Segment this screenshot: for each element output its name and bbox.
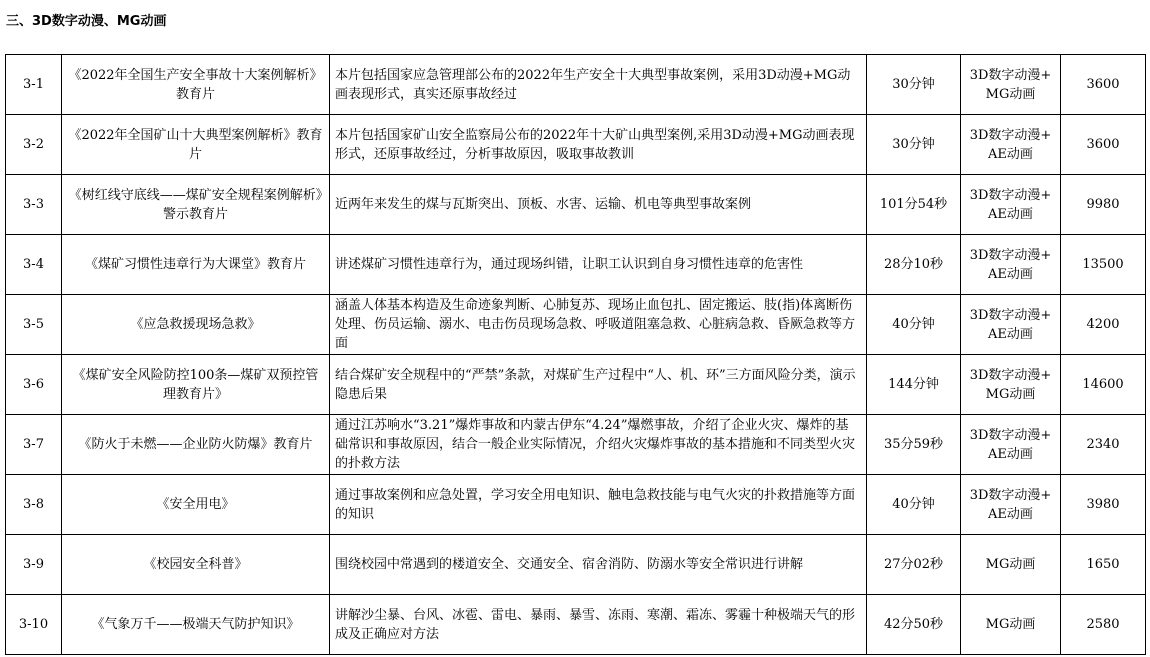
row-description: 涵盖人体基本构造及生命迹象判断、心肺复苏、现场止血包扎、固定搬运、肢(指)体离断伤处理、伤员运输、溺水、电击伤员现场急救、呼吸道阻塞急救、心脏病急救、昏厥急救等方面 — [330, 295, 867, 355]
row-description: 通过事故案例和应急处置，学习安全用电知识、触电急救技能与电气火灾的扑救措施等方面的知识 — [330, 475, 867, 535]
row-id: 3-6 — [6, 355, 62, 415]
row-format: 3D数字动漫+AE动画 — [961, 295, 1061, 355]
table-row — [6, 175, 1146, 235]
row-price: 3980 — [1061, 475, 1146, 535]
row-description: 本片包括国家应急管理部公布的2022年生产安全十大典型事故案例，采用3D动漫+MG动画表现形式，真实还原事故经过 — [330, 55, 867, 115]
table-row — [6, 355, 1146, 415]
row-format: 3D数字动漫+MG动画 — [961, 55, 1061, 115]
row-price: 3600 — [1061, 115, 1146, 175]
row-description: 本片包括国家矿山安全监察局公布的2022年十大矿山典型案例,采用3D动漫+MG动画表现形式，还原事故经过，分析事故原因，吸取事故教训 — [330, 115, 867, 175]
row-id: 3-3 — [6, 175, 62, 235]
row-id: 3-10 — [6, 595, 62, 655]
video-catalog-table — [5, 54, 1146, 655]
row-title: 《煤矿习惯性违章行为大课堂》教育片 — [62, 235, 330, 295]
row-price: 2580 — [1061, 595, 1146, 655]
row-price: 4200 — [1061, 295, 1146, 355]
row-duration: 144分钟 — [867, 355, 961, 415]
row-duration: 30分钟 — [867, 115, 961, 175]
row-title: 《煤矿安全风险防控100条—煤矿双预控管理教育片》 — [62, 355, 330, 415]
row-description: 讲述煤矿习惯性违章行为，通过现场纠错，让职工认识到自身习惯性违章的危害性 — [330, 235, 867, 295]
row-id: 3-9 — [6, 535, 62, 595]
row-title: 《2022年全国生产安全事故十大案例解析》教育片 — [62, 55, 330, 115]
row-price: 13500 — [1061, 235, 1146, 295]
row-title: 《气象万千——极端天气防护知识》 — [62, 595, 330, 655]
row-id: 3-2 — [6, 115, 62, 175]
row-price: 3600 — [1061, 55, 1146, 115]
row-duration: 30分钟 — [867, 55, 961, 115]
row-description: 通过江苏响水“3.21”爆炸事故和内蒙古伊东“4.24”爆燃事故，介绍了企业火灾、爆炸的基础常识和事故原因，结合一般企业实际情况，介绍火灾爆炸事故的基本措施和不同类型火灾的扑救方法 — [330, 415, 867, 475]
row-format: 3D数字动漫+MG动画 — [961, 355, 1061, 415]
table-row — [6, 235, 1146, 295]
row-title: 《安全用电》 — [62, 475, 330, 535]
row-format: 3D数字动漫+AE动画 — [961, 235, 1061, 295]
row-title: 《校园安全科普》 — [62, 535, 330, 595]
row-id: 3-4 — [6, 235, 62, 295]
row-description: 近两年来发生的煤与瓦斯突出、顶板、水害、运输、机电等典型事故案例 — [330, 175, 867, 235]
row-id: 3-5 — [6, 295, 62, 355]
row-format: 3D数字动漫+AE动画 — [961, 415, 1061, 475]
table-row — [6, 475, 1146, 535]
row-description: 结合煤矿安全规程中的“严禁”条款，对煤矿生产过程中“人、机、环”三方面风险分类，演示隐患后果 — [330, 355, 867, 415]
row-duration: 27分02秒 — [867, 535, 961, 595]
row-format: MG动画 — [961, 535, 1061, 595]
row-title: 《2022年全国矿山十大典型案例解析》教育片 — [62, 115, 330, 175]
row-price: 9980 — [1061, 175, 1146, 235]
row-duration: 40分钟 — [867, 475, 961, 535]
row-id: 3-7 — [6, 415, 62, 475]
row-format: 3D数字动漫+AE动画 — [961, 175, 1061, 235]
row-price: 1650 — [1061, 535, 1146, 595]
section-title: 三、3D数字动漫、MG动画 — [6, 14, 167, 29]
table-row — [6, 595, 1146, 655]
row-duration: 35分59秒 — [867, 415, 961, 475]
row-title: 《树红线守底线——煤矿安全规程案例解析》警示教育片 — [62, 175, 330, 235]
row-title: 《防火于未燃——企业防火防爆》教育片 — [62, 415, 330, 475]
row-price: 14600 — [1061, 355, 1146, 415]
row-format: 3D数字动漫+AE动画 — [961, 475, 1061, 535]
row-format: MG动画 — [961, 595, 1061, 655]
row-duration: 101分54秒 — [867, 175, 961, 235]
table-row — [6, 415, 1146, 475]
row-price: 2340 — [1061, 415, 1146, 475]
table-row — [6, 115, 1146, 175]
row-title: 《应急救援现场急救》 — [62, 295, 330, 355]
row-format: 3D数字动漫+AE动画 — [961, 115, 1061, 175]
table-row — [6, 55, 1146, 115]
row-duration: 42分50秒 — [867, 595, 961, 655]
table-row — [6, 295, 1146, 355]
row-id: 3-1 — [6, 55, 62, 115]
table-row — [6, 535, 1146, 595]
row-id: 3-8 — [6, 475, 62, 535]
row-duration: 40分钟 — [867, 295, 961, 355]
row-description: 讲解沙尘暴、台风、冰雹、雷电、暴雨、暴雪、冻雨、寒潮、霜冻、雾霾十种极端天气的形成及正确应对方法 — [330, 595, 867, 655]
row-duration: 28分10秒 — [867, 235, 961, 295]
row-description: 围绕校园中常遇到的楼道安全、交通安全、宿舍消防、防溺水等安全常识进行讲解 — [330, 535, 867, 595]
